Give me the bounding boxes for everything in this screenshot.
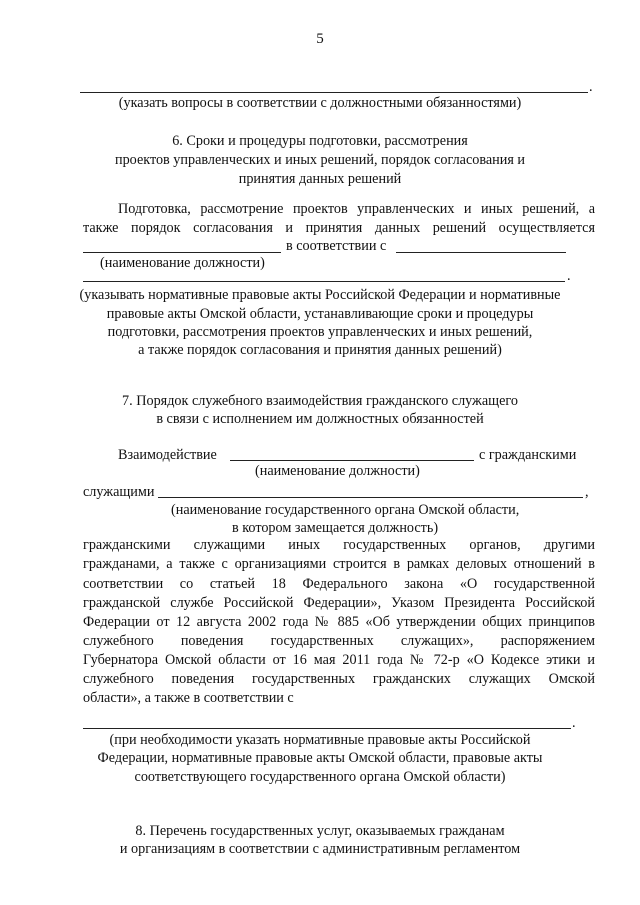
fill-line	[230, 460, 474, 461]
s7-para-line-6: служебного поведения государственных служащих», распоряжением	[83, 633, 595, 649]
s7-para-line-5: Федерации от 12 августа 2002 года № 885 «Об утверждении общих принципов	[83, 614, 595, 630]
fill-line	[396, 252, 566, 253]
period-mark: .	[589, 79, 593, 95]
fill-line	[158, 497, 583, 498]
s7-interaction-label: Взаимодействие	[118, 447, 217, 463]
s7-para-line-2: гражданами, а также с организациями строится в рамках деловых отношений в	[83, 556, 595, 572]
s7-heading-line-1: 7. Порядок служебного взаимодействия гражданского служащего	[122, 393, 518, 409]
s5-note: (указать вопросы в соответствии с должностными обязанностями)	[118, 95, 522, 111]
s6-acts-note-line-4: а также порядок согласования и принятия данных решений)	[138, 342, 502, 358]
s7-para-line-8: служебного поведения государственных гражданских служащих Омской	[83, 671, 595, 687]
s6-acts-note-line-2: правовые акты Омской области, устанавливающие сроки и процедуры	[106, 306, 534, 322]
period-mark: .	[567, 268, 571, 284]
fill-line	[80, 92, 588, 93]
s6-in-accordance: в соответствии с	[286, 238, 387, 254]
s7-heading-line-2: в связи с исполнением им должностных обязанностей	[156, 411, 484, 427]
s7-employees-label: служащими	[83, 484, 155, 500]
s7-with-civil: с гражданскими	[479, 447, 577, 463]
s7-org-note-line-2: в котором замещается должность)	[232, 520, 439, 536]
s7-org-note-line-1: (наименование государственного органа Омской области,	[171, 502, 520, 518]
s6-para-line-1: Подготовка, рассмотрение проектов управленческих и иных решений, а	[118, 201, 595, 217]
s8-heading-line-2: и организациям в соответствии с административным регламентом	[119, 841, 521, 857]
s7-para-last: области», а также в соответствии с	[83, 690, 294, 706]
page-number: 5	[316, 31, 324, 47]
s8-heading-line-1: 8. Перечень государственных услуг, оказываемых гражданам	[135, 823, 505, 839]
fill-line	[83, 252, 281, 253]
fill-line	[83, 281, 565, 282]
fill-line	[83, 728, 571, 729]
s6-heading-line-3: принятия данных решений	[238, 171, 402, 187]
s6-acts-note-line-1: (указывать нормативные правовые акты Российской Федерации и нормативные	[79, 287, 561, 303]
s6-position-note: (наименование должности)	[100, 255, 265, 271]
s6-heading-line-2: проектов управленческих и иных решений, порядок согласования и	[114, 152, 526, 168]
s7-acts-note-line-3: соответствующего государственного органа Омской области)	[134, 769, 506, 785]
s7-acts-note-line-1: (при необходимости указать нормативные правовые акты Российской	[109, 732, 531, 748]
s7-para-line-7: Губернатора Омской области от 16 мая 2011 года № 72-р «О Кодексе этики и	[83, 652, 595, 668]
s7-para-line-3: соответствии со статьей 18 Федерального закона «О государственной	[83, 576, 595, 592]
comma-mark: ,	[585, 484, 589, 500]
s7-para-line-4: гражданской службе Российской Федерации», Указом Президента Российской	[83, 595, 595, 611]
s7-para-line-1: гражданскими служащими иных государственных органов, другими	[83, 537, 595, 553]
s6-acts-note-line-3: подготовки, рассмотрения проектов управленческих и иных решений,	[107, 324, 533, 340]
s7-acts-note-line-2: Федерации, нормативные правовые акты Омской области, правовые акты	[97, 750, 543, 766]
period-mark: .	[572, 715, 576, 731]
s6-heading-line-1: 6. Сроки и процедуры подготовки, рассмотрения	[172, 133, 468, 149]
s6-para-line-2: также порядок согласования и принятия данных решений осуществляется	[83, 220, 595, 236]
s7-position-note: (наименование должности)	[255, 463, 420, 479]
